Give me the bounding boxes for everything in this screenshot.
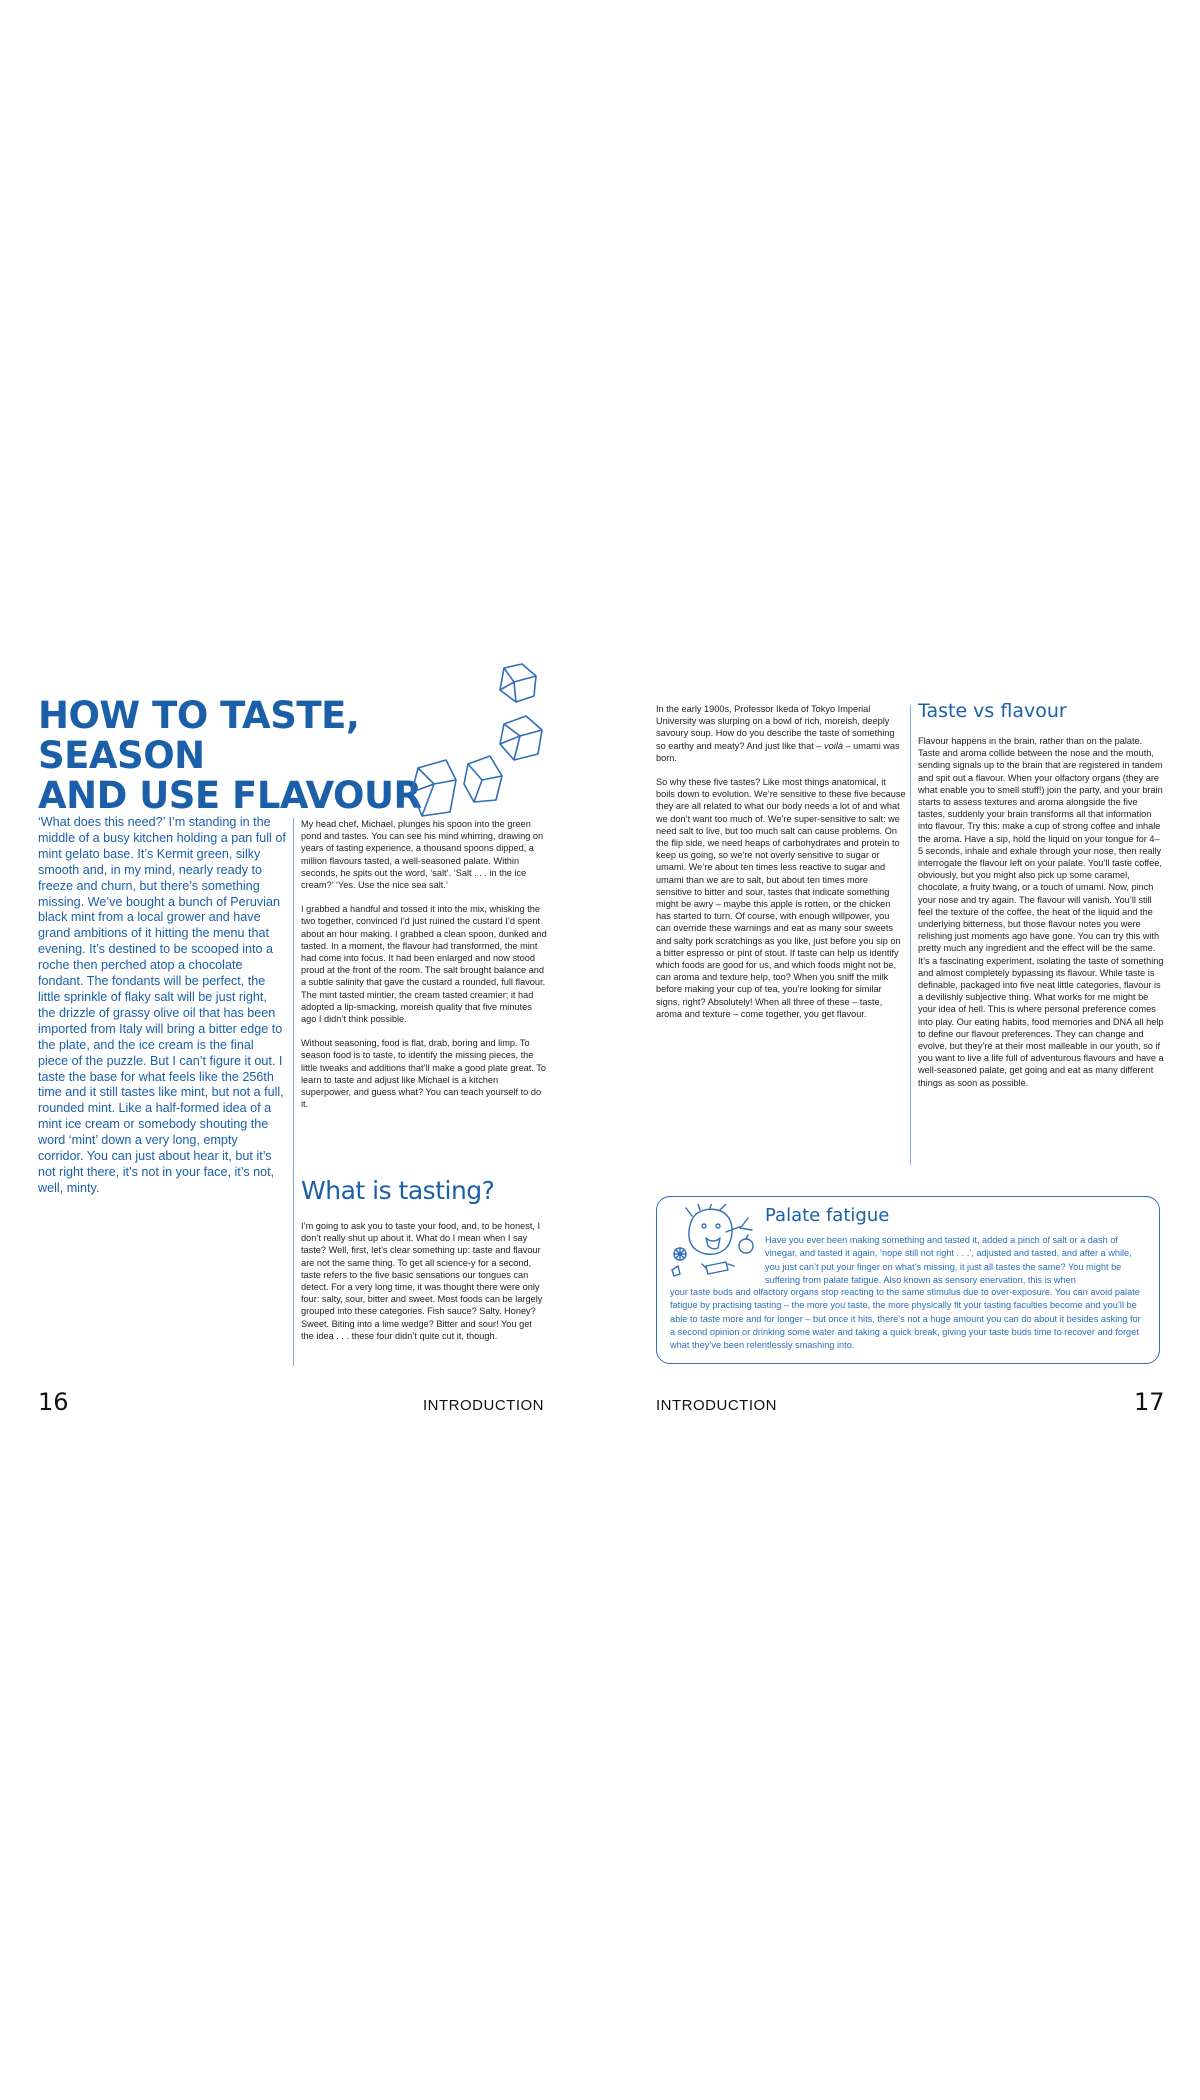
- body-paragraph: My head chef, Michael, plunges his spoon into the green pond and tastes. You can see his mind whirring, drawing on years of tasting experience, a thousand spoons dipped, a million flavours tasted, a well-seasoned palate. Within seconds, he spits out the word, ‘salt’. ‘Salt . . . in the ice cream?’ ‘Yes. Use the nice sea salt.’: [301, 819, 544, 891]
- intro-paragraph: ‘What does this need?’ I’m standing in the middle of a busy kitchen holding a pan full of mint gelato base. It’s Kermit green, silky smooth and, in my mind, nearly ready to freeze and churn, but there’s something missing. We’ve bought a bunch of Peruvian black mint from a local grower and have grand ambitions of it hitting the menu that evening. It’s destined to be scooped into a roche then perched atop a chocolate fondant. The fondants will be perfect, the little sprinkle of flaky salt will be just right, the drizzle of grassy olive oil that has been imported from Italy will bring a bitter edge to the plate, and the ice cream is the final piece of the puzzle. But I can’t figure it out. I taste the base for what feels like the 256th time and it still tastes like mint, but not a full, rounded mint. Like a half-formed idea of a mint ice cream or somebody shouting the word ‘mint’ down a very long, empty corridor. You can just about hear it, but it’s not right there, it’s not in your face, it’s not, well, minty.: [38, 815, 286, 1195]
- column-divider: [293, 818, 294, 1366]
- body-column-right: [656, 703, 906, 1032]
- ice-cube-icon: [500, 664, 536, 702]
- running-footer-right: INTRODUCTION: [656, 1397, 777, 1414]
- body-paragraph: Flavour happens in the brain, rather than on the palate. Taste and aroma collide between the nose and the mouth, sending signals up to the brain that are registered in tandem and spit out a flavour. When your olfactory organs (they are what enable you to smell stuff!) join the party, and your brain starts to assess textures and aroma alongside the five tastes, suddenly your brain transforms all that information into flavour. Try this: make a cup of strong coffee and inhale the aroma. Have a sip, hold the liquid on your tongue for 4–5 seconds, inhale and exhale through your nose, then really interrogate the flavour left on your palate. You’ll taste coffee, obviously, but you might also pick up some caramel, chocolate, a fruity twang, or a touch of umami. Now, pinch your nose and try again. The flavour will vanish. You’ll still feel the texture of the coffee, the heat of the liquid and the underlying bitterness, but those flavour notes you were relishing just moments ago have gone. You can try this with pretty much any ingredient and the effect will be the same. It’s a fascinating experiment, isolating the taste of something and almost completely bypassing its flavour. While taste is definable, packaged into five neat little categories, flavour is a devilishly subjective thing. What works for me might be your idea of hell. This is where personal preference comes into play. Our eating habits, food memories and DNA all help to define our flavour preferences. They can change and evolve, but they’re at their most malleable in our youth, so if you want to live a life full of adventurous flavours and have a well-seasoned palate, get going and eat as many different things as soon as possible.: [918, 736, 1164, 1088]
- tasting-face-icon: [666, 1204, 758, 1284]
- ice-cubes-illustration: [400, 660, 550, 820]
- page-number-left: 16: [38, 1388, 69, 1416]
- body-column-left: [301, 818, 547, 1122]
- palate-fatigue-text-continued: your taste buds and olfactory organs stop reacting to the same stimulus due to over-exposure. You can avoid palate fatigue by practising tasting – the more you taste, the more physically fit your tasting faculties become and you’ll be able to taste more and for longer – but once it hits, there’s not a huge amount you can do about it besides asking for a second opinion or drinking some water and taking a quick break, giving your taste buds time to recover and forget what they’ve been relentlessly smashing into.: [670, 1287, 1141, 1351]
- column-divider: [910, 705, 911, 1165]
- body-paragraph: In the early 1900s, Professor Ikeda of Tokyo Imperial University was slurping on a bowl of rich, moreish, deeply savoury soup. How do you describe the taste of something so earthy and meaty? And just like that – voilà – umami was born.: [656, 704, 900, 763]
- ice-cube-icon: [412, 760, 456, 816]
- body-paragraph: I’m going to ask you to taste your food, and, to be honest, I don’t really shut up about it. What do I mean when I say taste? Well, first, let’s clear something up: taste and flavour are not the same thing. To get all science-y for a second, taste refers to the five basic sensations our tongues can detect. For a very long time, it was thought there were only four: salty, sour, bitter and sweet. Most foods can be largely grouped into these categories. Fish sauce? Salty. Honey? Sweet. Biting into a lime wedge? Bitter and sour! You get the idea . . . these four didn’t quite cut it, though.: [301, 1221, 543, 1341]
- body-paragraph: Without seasoning, food is flat, drab, boring and limp. To season food is to taste, to identify the missing pieces, the little tweaks and additions that’ll make a good plate great. To learn to taste and adjust like Michael is a kitchen superpower, and guess what? You can teach yourself to do it.: [301, 1038, 546, 1110]
- palate-fatigue-text: Have you ever been making something and tasted it, added a pinch of salt or a dash of vinegar, and tasted it again, ‘nope still not right . . .’, adjusted and tasted, and after a while, you just can’t put your finger on what’s missing, it just all tastes the same? You might be suffering from palate fatigue. Also known as sensory enervation, this is when: [765, 1235, 1132, 1285]
- body-paragraph: So why these five tastes? Like most things anatomical, it boils down to evolution. We’re sensitive to these five because they are all related to what our body needs a lot of and what we don’t want too much of. We’re super-sensitive to salt: we need salt to live, but too much salt can cause problems. On the flip side, we need heaps of carbohydrates and protein to keep us going, so we’re not overly sensitive to sugar or umami. We’re about ten times less reactive to sugar and umami than we are to salt, but about ten times more sensitive to bitter and sour, tastes that indicate something might be awry – maybe this apple is rotten, or the chicken has started to turn. Of course, with enough willpower, you can override these warnings and eat as many sour sweets and salty pork scratchings as you like, just before you sip on a bitter espresso or pint of stout. If taste can help us identify which foods are good for us, and which foods might not be, can aroma and texture help, too? When you sniff the milk before making your cup of tea, you’re looking for similar signs, right? Absolutely! When all three of these – taste, aroma and texture – come together, you get flavour.: [656, 777, 906, 1019]
- what-is-tasting-heading: What is tasting?: [301, 1176, 495, 1205]
- taste-vs-flavour-text: [918, 735, 1164, 1101]
- ice-cube-icon: [464, 756, 502, 802]
- body-paragraph: I grabbed a handful and tossed it into the mix, whisking the two together, convinced I’d just ruined the custard I’d spent about an hour making. I grabbed a clean spoon, dunked and tasted. In a moment, the flavour had transformed, the mint had come into focus. It had been enlarged and now stood proud at the front of the room. The salt brought balance and a subtle salinity that gave the custard a rounded, full flavour. The mint tasted mintier, the cream tasted creamier; it had adopted a lip-smacking, moreish quality that five minutes ago I didn’t think possible.: [301, 904, 547, 1025]
- page-number-right: 17: [1134, 1388, 1165, 1416]
- ice-cube-icon: [500, 716, 542, 760]
- running-footer-left: INTRODUCTION: [423, 1397, 544, 1414]
- what-is-tasting-text: [301, 1220, 547, 1354]
- palate-fatigue-heading: Palate fatigue: [765, 1205, 890, 1226]
- title-line-2: AND USE FLAVOUR: [38, 774, 422, 817]
- title-line-1: HOW TO TASTE, SEASON: [38, 694, 360, 777]
- taste-vs-flavour-heading: Taste vs flavour: [918, 700, 1067, 722]
